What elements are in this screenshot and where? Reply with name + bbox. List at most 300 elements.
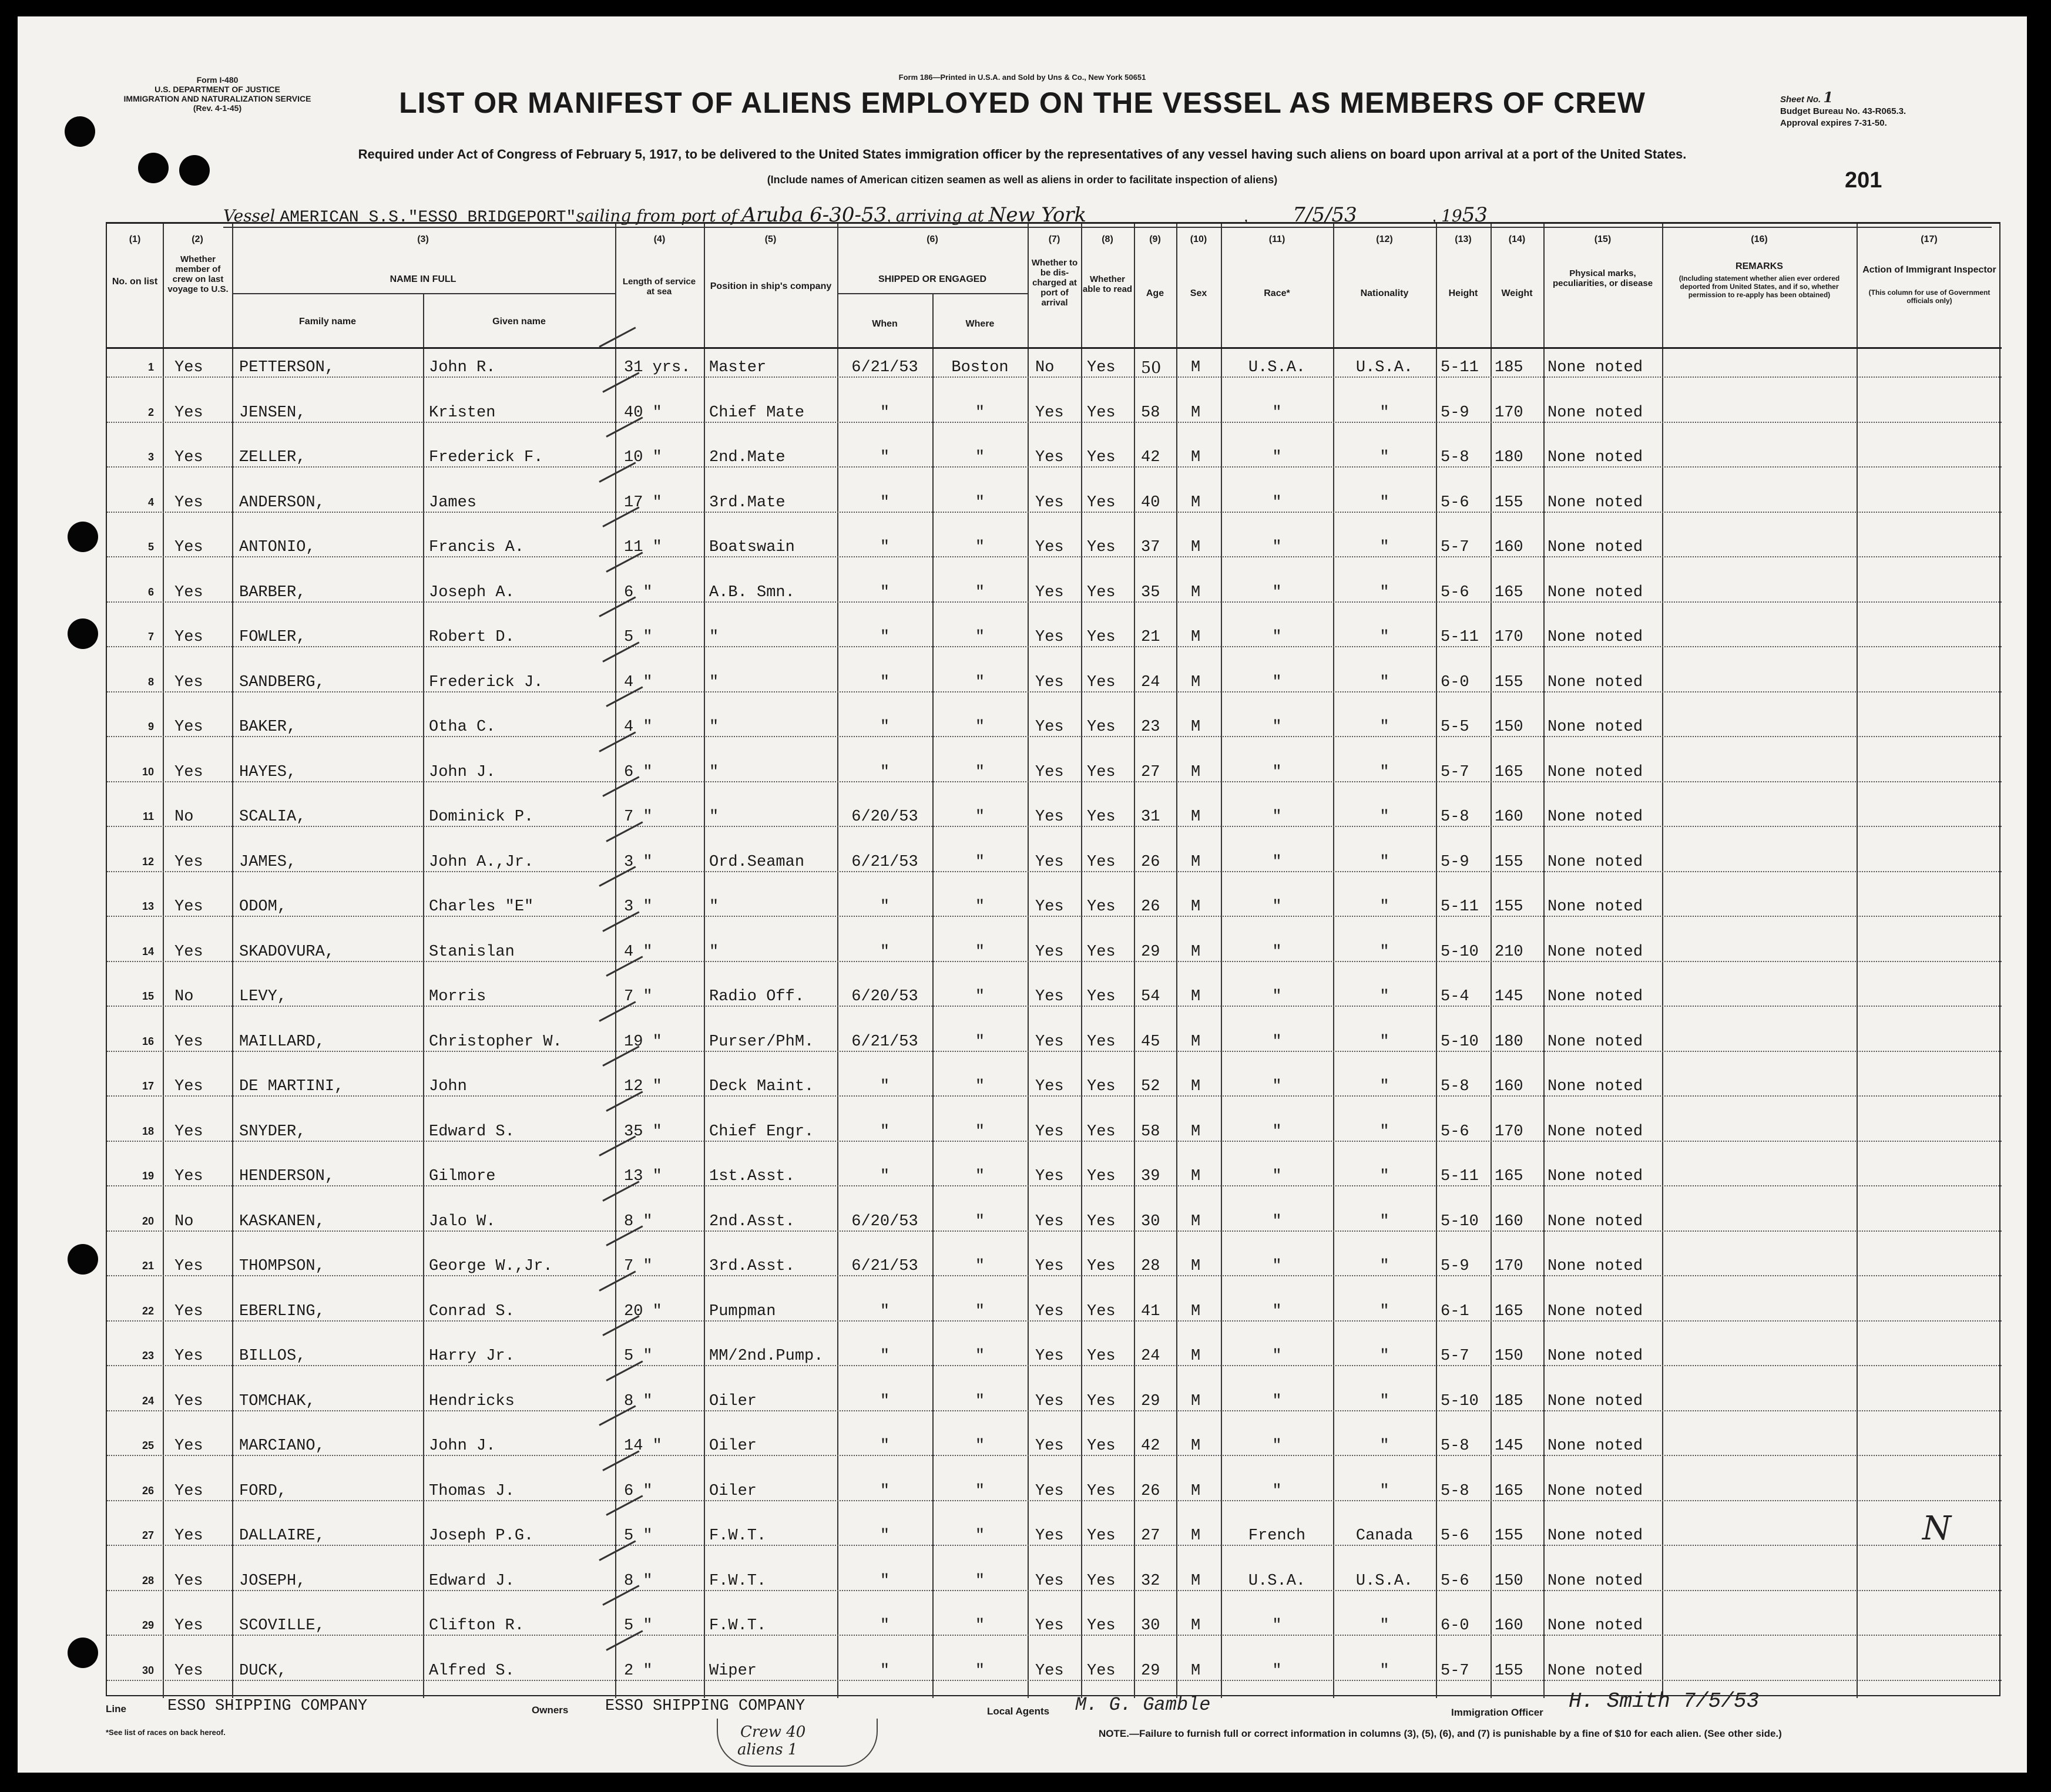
table-cell: DUCK, (239, 1662, 287, 1680)
table-cell: Kristen (429, 404, 496, 422)
table-cell: M (1191, 808, 1201, 826)
approval-expiry: Approval expires 7-31-50. (1780, 118, 1887, 128)
table-cell: " (1272, 1392, 1282, 1410)
table-cell: " (1272, 404, 1282, 422)
table-cell: 6/20/53 (851, 1212, 918, 1230)
table-cell: " (975, 1392, 985, 1410)
table-cell: Harry Jr. (429, 1347, 515, 1365)
table-cell: 14 " (624, 1437, 662, 1455)
table-cell: Dominick P. (429, 808, 534, 826)
officer-label: Immigration Officer (1451, 1707, 1543, 1718)
table-cell: " (1379, 1168, 1389, 1185)
table-cell: Robert D. (429, 628, 515, 646)
table-cell: None noted (1548, 808, 1643, 826)
table-cell: 165 (1495, 1482, 1523, 1500)
row-rule (107, 466, 2002, 468)
table-cell: Yes (1035, 1212, 1064, 1230)
table-cell: 160 (1495, 1078, 1523, 1095)
table-cell: Purser/PhM. (709, 1033, 814, 1051)
table-cell: Canada (1355, 1527, 1414, 1545)
table-cell: " (975, 1617, 985, 1635)
table-cell: M (1191, 1572, 1201, 1590)
table-cell: Yes (1035, 449, 1064, 466)
table-cell: None noted (1548, 763, 1643, 781)
table-cell: 5-11 (1441, 628, 1479, 646)
table-cell: Yes (174, 1078, 203, 1095)
table-cell: " (1272, 1302, 1282, 1320)
header-remarks: REMARKS (1736, 261, 1783, 271)
table-cell: " (880, 718, 890, 736)
table-cell: 165 (1495, 583, 1523, 601)
table-cell: Francis A. (429, 539, 525, 556)
check-mark-icon (602, 1045, 639, 1067)
table-cell: 35 (1141, 583, 1160, 601)
table-cell: ZELLER, (239, 449, 306, 466)
table-cell: Charles "E" (429, 898, 534, 916)
table-cell: 4 " (624, 943, 653, 961)
agents-label: Local Agents (987, 1706, 1050, 1717)
table-cell: Master (709, 359, 767, 376)
table-cell: No (174, 988, 194, 1006)
table-cell: None noted (1548, 1168, 1643, 1185)
table-cell: Yes (1087, 1212, 1116, 1230)
table-cell: Yes (1035, 853, 1064, 871)
table-cell: " (975, 763, 985, 781)
table-cell: None noted (1548, 1662, 1643, 1680)
table-cell: Edward S. (429, 1122, 515, 1141)
vessel-name: AMERICAN S.S."ESSO BRIDGEPORT" (280, 209, 576, 227)
header-shipped-engaged: SHIPPED OR ENGAGED (878, 274, 987, 284)
table-cell: None noted (1548, 1572, 1643, 1590)
table-cell: 1st.Asst. (709, 1168, 795, 1185)
table-cell: 5-11 (1441, 1168, 1479, 1185)
table-cell: F.W.T. (709, 1617, 767, 1635)
column-number: (7) (1048, 234, 1060, 244)
binder-hole (68, 618, 98, 649)
table-cell: Yes (1035, 493, 1064, 512)
table-cell: 2nd.Asst. (709, 1212, 795, 1230)
table-cell: 155 (1495, 493, 1523, 512)
sheet-label: Sheet No. (1780, 95, 1821, 105)
table-cell: John R. (429, 359, 496, 376)
table-cell: Yes (174, 1527, 203, 1545)
table-cell: Yes (1035, 718, 1064, 736)
table-cell: 12 " (624, 1078, 662, 1095)
table-cell: " (1379, 628, 1389, 646)
table-cell: Yes (1087, 449, 1116, 466)
table-cell: 2 " (624, 1662, 653, 1680)
table-cell: " (880, 1662, 890, 1680)
table-cell: Yes (1035, 1078, 1064, 1095)
table-cell: Yes (1087, 808, 1116, 826)
service-name: IMMIGRATION AND NATURALIZATION SERVICE (123, 94, 311, 103)
table-cell: 210 (1495, 943, 1523, 961)
table-cell: Yes (174, 449, 203, 466)
table-cell: " (1272, 1437, 1282, 1455)
table-cell: " (880, 404, 890, 422)
table-cell: " (880, 1347, 890, 1365)
row-number: 27 (142, 1529, 154, 1541)
table-cell: " (975, 808, 985, 826)
table-cell: M (1191, 539, 1201, 556)
table-cell: None noted (1548, 1122, 1643, 1141)
table-cell: 5-8 (1441, 449, 1469, 466)
row-number: 15 (142, 990, 154, 1002)
table-cell: MAILLARD, (239, 1033, 325, 1051)
officer-value: H. Smith 7/5/53 (1569, 1689, 1760, 1713)
table-cell: " (975, 853, 985, 871)
table-cell: 5-9 (1441, 404, 1469, 422)
check-mark-icon (599, 866, 636, 887)
table-cell: Yes (174, 404, 203, 422)
table-cell: 5-6 (1441, 1527, 1469, 1545)
row-rule (107, 1275, 2002, 1276)
table-cell: Yes (1035, 1258, 1064, 1275)
table-cell: " (1379, 1482, 1389, 1500)
row-rule (107, 1141, 2002, 1142)
table-cell: 6/21/53 (851, 853, 918, 871)
header-discharged: Whether to be dis-charged at port of arrival (1031, 258, 1078, 308)
row-rule (107, 826, 2002, 827)
table-cell: M (1191, 1347, 1201, 1365)
table-cell: 6/20/53 (851, 988, 918, 1006)
table-cell: Wiper (709, 1662, 757, 1680)
row-rule (107, 1230, 2002, 1232)
table-cell: 41 (1141, 1302, 1160, 1320)
table-cell: 17 " (624, 493, 662, 512)
table-cell: " (880, 583, 890, 601)
table-cell: " (1272, 898, 1282, 916)
table-cell: Pumpman (709, 1302, 776, 1320)
table-cell: Edward J. (429, 1572, 515, 1590)
table-cell: Yes (1035, 763, 1064, 781)
column-number: (8) (1102, 234, 1113, 244)
table-cell: 52 (1141, 1078, 1160, 1095)
check-mark-icon (602, 372, 639, 393)
header-physical-marks: Physical marks, peculiarities, or disease (1552, 268, 1653, 288)
table-cell: 5-7 (1441, 539, 1469, 556)
table-cell: Yes (1035, 539, 1064, 556)
table-cell: Thomas J. (429, 1482, 515, 1500)
table-cell: Yes (174, 628, 203, 646)
table-cell: 5-7 (1441, 1662, 1469, 1680)
table-cell: None noted (1548, 404, 1643, 422)
header-sex: Sex (1190, 288, 1207, 298)
table-cell: 145 (1495, 988, 1523, 1006)
table-cell: " (880, 1437, 890, 1455)
table-cell: " (1379, 1122, 1389, 1141)
sailing-from: Aruba 6-30-53 (741, 203, 887, 227)
table-cell: " (1272, 808, 1282, 826)
header-able-read: Whether able to read (1082, 274, 1133, 294)
table-cell: 180 (1495, 449, 1523, 466)
row-number: 14 (142, 945, 154, 957)
table-cell: M (1191, 1392, 1201, 1410)
table-cell: 27 (1141, 1527, 1160, 1545)
table-cell: M (1191, 1302, 1201, 1320)
table-cell: No (1035, 359, 1055, 376)
table-cell: " (1272, 1482, 1282, 1500)
table-cell: None noted (1548, 1617, 1643, 1635)
table-cell: M (1191, 449, 1201, 466)
table-cell: 5-10 (1441, 1392, 1479, 1410)
header-length-service: Length of service at sea (622, 277, 696, 297)
row-number: 29 (142, 1619, 154, 1631)
year-value: 53 (1462, 203, 1488, 227)
table-cell: M (1191, 1258, 1201, 1275)
table-cell: F.W.T. (709, 1572, 767, 1590)
table-cell: None noted (1548, 1437, 1643, 1455)
table-cell: Yes (1087, 359, 1116, 376)
department-name: U.S. DEPARTMENT OF JUSTICE (155, 85, 280, 94)
table-cell: BARBER, (239, 583, 306, 601)
table-cell: SCOVILLE, (239, 1617, 325, 1635)
table-cell: Christopher W. (429, 1033, 562, 1051)
sheet-number: 1 (1823, 89, 1834, 106)
table-cell: 5-11 (1441, 359, 1479, 376)
table-cell: " (709, 808, 719, 826)
table-cell: MARCIANO, (239, 1437, 325, 1455)
table-cell: " (975, 1347, 985, 1365)
check-mark-icon (602, 776, 639, 797)
table-cell: Frederick J. (429, 673, 543, 691)
table-cell: Yes (1035, 1122, 1064, 1141)
table-cell: 13 " (624, 1168, 662, 1185)
table-cell: M (1191, 628, 1201, 646)
row-number: 30 (142, 1664, 154, 1676)
agents-value: M. G. Gamble (1075, 1694, 1211, 1716)
table-cell: Yes (1087, 1572, 1116, 1590)
table-cell: None noted (1548, 673, 1643, 691)
table-cell: " (880, 1572, 890, 1590)
table-cell: " (1379, 718, 1389, 736)
vessel-line: Vessel AMERICAN S.S."ESSO BRIDGEPORT"sailing from port of Aruba 6-30-53, arriving at New York , 7/5/53 , 1953 (223, 203, 1488, 227)
table-cell: 5-8 (1441, 808, 1469, 826)
table-cell: M (1191, 853, 1201, 871)
table-cell: Yes (174, 1302, 203, 1320)
table-cell: 19 " (624, 1033, 662, 1051)
check-mark-icon (599, 596, 636, 617)
table-cell: Oiler (709, 1392, 757, 1410)
table-cell: " (975, 988, 985, 1006)
row-number: 1 (147, 361, 154, 373)
column-number: (17) (1921, 234, 1938, 244)
header-age: Age (1146, 288, 1164, 298)
table-cell: " (1272, 1662, 1282, 1680)
form-number: Form I-480 (196, 75, 239, 85)
row-rule (107, 871, 2002, 872)
table-cell: Yes (1035, 808, 1064, 826)
table-cell: " (975, 628, 985, 646)
table-cell: Yes (1035, 1572, 1064, 1590)
check-mark-icon (602, 1585, 639, 1606)
table-cell: None noted (1548, 1212, 1643, 1230)
table-cell: " (1272, 539, 1282, 556)
table-cell: Clifton R. (429, 1617, 525, 1635)
table-cell: M (1191, 1168, 1201, 1185)
table-cell: John J. (429, 1437, 496, 1455)
table-cell: 40 " (624, 404, 662, 422)
table-cell: French (1248, 1527, 1306, 1545)
table-cell: JAMES, (239, 853, 297, 871)
table-cell: George W.,Jr. (429, 1258, 553, 1275)
inspector-mark: N (1922, 1509, 1951, 1548)
crew-note-bracket (717, 1719, 878, 1767)
table-cell: " (975, 718, 985, 736)
table-cell: James (429, 493, 477, 512)
table-cell: " (880, 1482, 890, 1500)
table-cell: " (975, 1572, 985, 1590)
table-cell: " (880, 628, 890, 646)
table-cell: 6/21/53 (851, 1033, 918, 1051)
table-cell: Yes (174, 1347, 203, 1365)
table-cell: " (975, 1527, 985, 1545)
table-cell: M (1191, 1122, 1201, 1141)
table-cell: " (1379, 1258, 1389, 1275)
table-cell: " (1379, 898, 1389, 916)
table-cell: " (880, 1302, 890, 1320)
table-cell: 40 (1141, 493, 1160, 512)
printer-note: Form 186—Printed in U.S.A. and Sold by Uns & Co., New York 50651 (898, 73, 1146, 82)
table-cell: Yes (1035, 404, 1064, 422)
table-cell: " (880, 943, 890, 961)
table-cell: M (1191, 1078, 1201, 1095)
table-cell: None noted (1548, 493, 1643, 512)
crew-count-note: Crew 40 (740, 1723, 806, 1741)
table-cell: M (1191, 1662, 1201, 1680)
table-cell: Yes (1035, 1482, 1064, 1500)
table-cell: M (1191, 1617, 1201, 1635)
row-rule (107, 512, 2002, 513)
table-cell: 31 yrs. (624, 359, 691, 376)
row-rule (107, 1500, 2002, 1501)
table-cell: Yes (1087, 898, 1116, 916)
table-cell: U.S.A. (1248, 359, 1306, 376)
row-rule (107, 1006, 2002, 1007)
table-cell: 54 (1141, 988, 1160, 1006)
table-cell: Hendricks (429, 1392, 515, 1410)
table-cell: " (1272, 943, 1282, 961)
table-cell: No (174, 808, 194, 826)
table-cell: M (1191, 1212, 1201, 1230)
table-cell: 6 " (624, 1482, 653, 1500)
column-number: (16) (1751, 234, 1768, 244)
table-cell: Yes (1087, 583, 1116, 601)
table-cell: Yes (1087, 1078, 1116, 1095)
header-height: Height (1448, 288, 1478, 298)
table-cell: " (1272, 673, 1282, 691)
column-number: (14) (1508, 234, 1526, 244)
table-cell: Yes (174, 1617, 203, 1635)
table-cell: " (880, 449, 890, 466)
column-number: (6) (927, 234, 938, 244)
table-cell: " (1379, 1347, 1389, 1365)
table-cell: " (880, 539, 890, 556)
row-number: 23 (142, 1350, 154, 1361)
act-subnote: (Include names of American citizen seamen as well as aliens in order to facilitate inspection of aliens) (767, 174, 1278, 186)
table-cell: 27 (1141, 763, 1160, 781)
table-cell: 5 " (624, 628, 653, 646)
table-cell: " (880, 493, 890, 512)
table-cell: 7 " (624, 1258, 653, 1275)
owners-label: Owners (532, 1704, 569, 1716)
table-cell: Yes (1087, 1662, 1116, 1680)
table-cell: M (1191, 1482, 1201, 1500)
table-cell: " (975, 404, 985, 422)
table-cell: M (1191, 898, 1201, 916)
table-cell: " (975, 1212, 985, 1230)
row-number: 8 (147, 675, 154, 688)
row-rule (107, 1410, 2002, 1411)
table-cell: 5-5 (1441, 718, 1469, 736)
table-cell: 155 (1495, 673, 1523, 691)
table-cell: Boston (951, 359, 1009, 376)
table-cell: 29 (1141, 1392, 1160, 1410)
table-cell: None noted (1548, 853, 1643, 871)
row-number: 10 (142, 765, 154, 778)
table-cell: 3rd.Asst. (709, 1258, 795, 1275)
row-rule (107, 1545, 2002, 1546)
column-number: (15) (1594, 234, 1612, 244)
column-number: (4) (653, 234, 666, 244)
table-cell: Gilmore (429, 1168, 496, 1185)
table-cell: " (1379, 988, 1389, 1006)
table-cell: 3 " (624, 853, 653, 871)
table-cell: " (975, 898, 985, 916)
table-cell: JOSEPH, (239, 1572, 306, 1590)
table-cell: 30 (1141, 1212, 1160, 1230)
row-number: 11 (142, 811, 154, 822)
table-cell: Alfred S. (429, 1662, 515, 1680)
table-cell: " (880, 1617, 890, 1635)
header-weight: Weight (1501, 288, 1533, 298)
table-cell: Yes (1035, 583, 1064, 601)
owners-value: ESSO SHIPPING COMPANY (605, 1697, 805, 1715)
table-cell: Yes (174, 1258, 203, 1275)
table-cell: Yes (1087, 763, 1116, 781)
table-cell: 5-9 (1441, 1258, 1469, 1275)
table-cell: ANTONIO, (239, 539, 315, 556)
table-cell: 185 (1495, 359, 1523, 376)
table-cell: 160 (1495, 539, 1523, 556)
table-cell: Yes (174, 1482, 203, 1500)
table-cell: Yes (1035, 943, 1064, 961)
crew-table (106, 222, 2000, 1696)
row-number: 18 (142, 1125, 154, 1137)
table-cell: " (1379, 763, 1389, 781)
table-cell: M (1191, 404, 1201, 422)
row-rule (107, 961, 2002, 962)
aliens-count-note: aliens 1 (737, 1741, 798, 1759)
table-cell: SCALIA, (239, 808, 306, 826)
table-cell: 150 (1495, 718, 1523, 736)
table-cell: U.S.A. (1355, 1572, 1414, 1590)
header-no-on-list: No. on list (112, 277, 158, 287)
sheet-info (1780, 89, 1906, 129)
table-cell: None noted (1548, 359, 1643, 376)
table-cell: 24 (1141, 1347, 1160, 1365)
table-cell: Yes (174, 763, 203, 781)
table-cell: Ord.Seaman (709, 853, 805, 871)
table-cell: 180 (1495, 1033, 1523, 1051)
table-cell: None noted (1548, 1302, 1643, 1320)
table-cell: SKADOVURA, (239, 943, 335, 961)
table-cell: Yes (174, 359, 203, 376)
row-rule (107, 1680, 2002, 1681)
table-cell: M (1191, 1033, 1201, 1051)
table-cell: Yes (1087, 1347, 1116, 1365)
table-cell: Joseph A. (429, 583, 515, 601)
